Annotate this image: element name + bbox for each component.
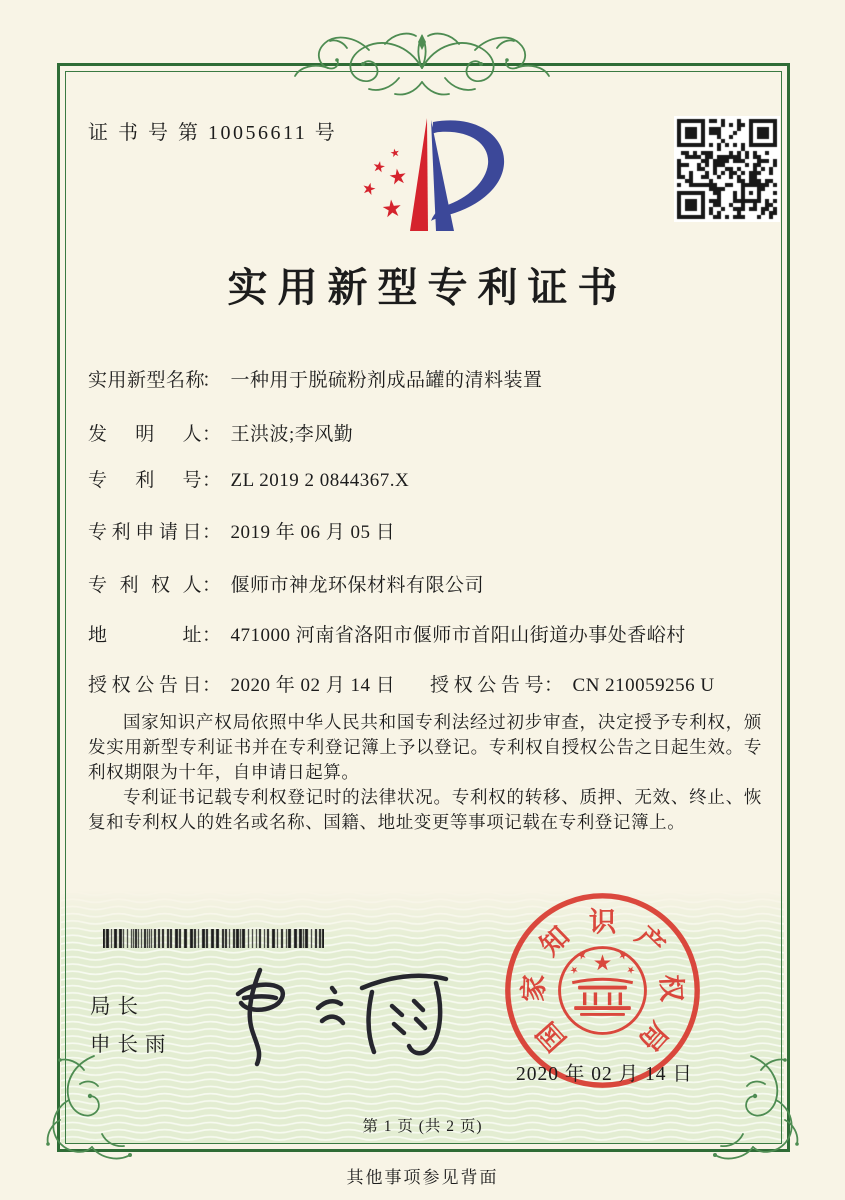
field-colon: ： bbox=[202, 675, 222, 696]
field-value: 王洪波;李风勤 bbox=[230, 424, 354, 445]
field-colon: ： bbox=[202, 424, 222, 445]
field-colon: ： bbox=[544, 675, 564, 696]
field-grant-number bbox=[430, 670, 715, 697]
back-side-note: 其他事项参见背面 bbox=[346, 1168, 499, 1187]
field-colon: ： bbox=[202, 522, 222, 543]
certificate-number: 证 书 号 第 10056611 号 bbox=[88, 122, 338, 144]
floral-ornament-corner-left bbox=[36, 1050, 136, 1168]
field-row-filing-date bbox=[88, 517, 395, 544]
field-row-grant bbox=[88, 670, 715, 697]
field-colon: ： bbox=[202, 470, 222, 491]
svg-text:知: 知 bbox=[533, 920, 576, 962]
field-value: 偃师市神龙环保材料有限公司 bbox=[230, 575, 485, 596]
field-label: 专利申请日 bbox=[88, 522, 202, 543]
officer-name: 申长雨 bbox=[90, 1034, 173, 1056]
svg-text:家: 家 bbox=[517, 973, 550, 1003]
field-label: 地址 bbox=[88, 625, 202, 646]
field-label: 授权公告日 bbox=[88, 675, 202, 696]
svg-text:国: 国 bbox=[530, 1016, 572, 1058]
svg-text:产: 产 bbox=[629, 920, 672, 962]
field-value: 一种用于脱硫粉剂成品罐的清料装置 bbox=[230, 370, 543, 391]
qr-code-icon bbox=[674, 116, 780, 222]
field-colon: ： bbox=[202, 370, 222, 391]
field-value: 2020 年 02 月 14 日 bbox=[230, 675, 396, 696]
legal-text-block bbox=[88, 710, 762, 835]
field-label: 专利权人 bbox=[88, 575, 202, 596]
field-row-patentee bbox=[88, 570, 484, 597]
field-label: 专利号 bbox=[88, 470, 202, 491]
svg-text:识: 识 bbox=[588, 905, 617, 937]
certificate-title: 实用新型专利证书 bbox=[227, 265, 628, 310]
field-label: 实用新型名称 bbox=[88, 370, 206, 391]
field-value: 471000 河南省洛阳市偃师市首阳山街道办事处香峪村 bbox=[230, 625, 686, 646]
floral-ornament-corner-right bbox=[709, 1050, 809, 1168]
page-number: 第 1 页 (共 2 页) bbox=[362, 1118, 483, 1135]
handwritten-signature-icon bbox=[222, 958, 462, 1073]
legal-paragraph: 专利证书记载专利权登记时的法律状况。专利权的转移、质押、无效、终止、恢复和专利权人的姓名或名称、国籍、地址变更等事项记载在专利登记簿上。 bbox=[88, 787, 762, 832]
barcode-icon bbox=[103, 929, 324, 948]
svg-text:权: 权 bbox=[655, 973, 688, 1003]
floral-ornament-top bbox=[287, 26, 557, 102]
field-value: CN 210059256 U bbox=[572, 675, 715, 696]
field-row-patent-number bbox=[88, 465, 409, 492]
field-value: 2019 年 06 月 05 日 bbox=[230, 522, 396, 543]
field-row-address bbox=[88, 620, 686, 647]
field-label: 授权公告号 bbox=[430, 675, 544, 696]
national-emblem-icon bbox=[560, 948, 646, 1034]
field-colon: ： bbox=[202, 575, 222, 596]
field-colon: ： bbox=[202, 625, 222, 646]
seal-date: 2020 年 02 月 14 日 bbox=[516, 1064, 693, 1085]
cnipa-patent-logo-icon bbox=[348, 112, 518, 236]
field-row-inventor bbox=[88, 419, 353, 446]
svg-text:局: 局 bbox=[633, 1016, 675, 1058]
field-label: 发明人 bbox=[88, 424, 202, 445]
field-row-invention-name bbox=[88, 365, 543, 392]
field-value: ZL 2019 2 0844367.X bbox=[230, 470, 410, 491]
officer-title: 局长 bbox=[90, 996, 145, 1018]
legal-paragraph: 国家知识产权局依照中华人民共和国专利法经过初步审查，决定授予专利权，颁发实用新型专利证书并在专利登记簿上予以登记。专利权自授权公告之日起生效。专利权期限为十年，自申请日起算。 bbox=[88, 712, 762, 782]
